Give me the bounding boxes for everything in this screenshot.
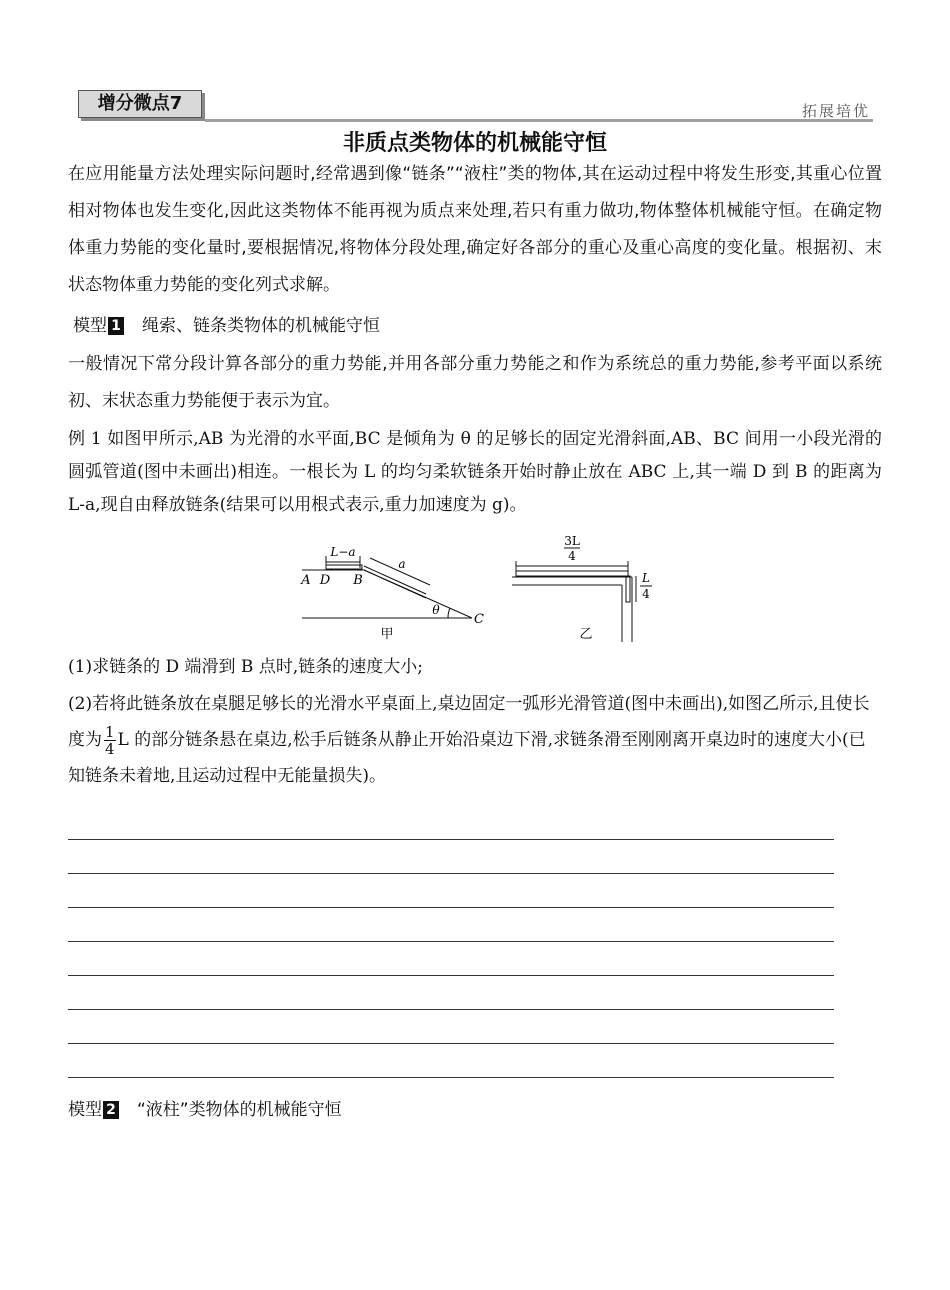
question-2-part-a: (2)若将此链条放在桌腿足够长的光滑水平桌面上,桌边固定一弧形光滑管道(图中未画出),如图乙所示,且使长度为 [68,694,870,750]
model-1-paragraph: 一般情况下常分段计算各部分的重力势能,并用各部分重力势能之和作为系统总的重力势能,参考平面以系统初、末状态重力势能便于表示为宜。 [68,354,882,411]
yi-top-numerator: 3L [564,534,580,548]
yi-top-denominator: 4 [568,549,576,563]
answer-line[interactable] [68,1043,834,1044]
jia-theta-label: θ [432,603,440,617]
yi-side-numerator: L [642,571,650,585]
jia-chain-horizontal [326,565,362,569]
section-tag: 增分微点7 [78,90,202,118]
answer-line[interactable] [68,941,834,942]
header-rule [205,119,873,122]
model-1-number-badge: 1 [108,317,124,335]
jia-caption: 甲 [380,627,394,642]
answer-line[interactable] [68,839,834,840]
jia-seg-label: L−a [330,545,356,559]
question-2 [68,686,882,794]
fraction-one-quarter [104,724,116,757]
jia-point-a: A [301,573,311,588]
fraction-numerator: 1 [105,723,115,741]
question-2-part-b: L 的部分链条悬在桌边,松手后链条从静止开始沿桌边下滑,求链条滑至刚刚离开桌边时的速度大小(已知链条未着地,且运动过程中无能量损失)。 [68,730,866,786]
yi-chain-horizontal [516,571,628,576]
yi-caption: 乙 [579,627,593,642]
jia-slope-label: a [398,557,406,571]
model-2-prefix: 模型 [68,1100,102,1120]
jia-chain-slope-top [364,566,426,594]
jia-point-d: D [319,573,331,588]
model-2-title: “液柱”类物体的机械能守恒 [137,1100,342,1120]
question-1: (1)求链条的 D 端滑到 B 点时,链条的速度大小; [68,657,423,677]
figure-yi [512,534,652,642]
model-2-heading [68,1096,342,1124]
answer-line[interactable] [68,1009,834,1010]
yi-side-denominator: 4 [642,587,650,601]
figure-jia [300,545,484,642]
model-1-heading [73,312,380,340]
example-1-text: 例 1 如图甲所示,AB 为光滑的水平面,BC 是倾角为 θ 的足够长的固定光滑斜面,AB、BC 间用一小段光滑的圆弧管道(图中未画出)相连。一根长为 L 的均匀柔软链条开始时静止放在 ABC 上,其一端 D 到 B 的距离为 L-a,现自由释放链条(结果可以用根式表示,重力加速度为 g)。 [68,429,882,515]
section-category: 拓展培优 [801,102,870,120]
fraction-denominator: 4 [105,740,115,758]
figure-chain-diagrams [290,532,670,644]
model-2-number-badge: 2 [103,1101,119,1119]
model-1-prefix: 模型 [73,316,107,336]
answer-line[interactable] [68,1077,834,1078]
model-1-title: 绳索、链条类物体的机械能守恒 [142,316,380,336]
page-title: 非质点类物体的机械能守恒 [342,131,607,156]
answer-line[interactable] [68,907,834,908]
jia-theta-arc [448,608,450,618]
answer-line[interactable] [68,975,834,976]
jia-point-b: B [353,573,363,588]
yi-chain-hanging [626,576,630,602]
intro-paragraph: 在应用能量方法处理实际问题时,经常遇到像“链条”“液柱”类的物体,其在运动过程中将发生形变,其重心位置相对物体也发生变化,因此这类物体不能再视为质点来处理,若只有重力做功,物体整体机械能守恒。在确定物体重力势能的变化量时,要根据情况,将物体分段处理,确定好各部分的重心及重心高度的变化量。根据初、末状态物体重力势能的变化列式求解。 [68,164,882,295]
answer-line[interactable] [68,873,834,874]
jia-point-c: C [474,612,484,627]
jia-chain-slope-bottom [364,570,426,598]
